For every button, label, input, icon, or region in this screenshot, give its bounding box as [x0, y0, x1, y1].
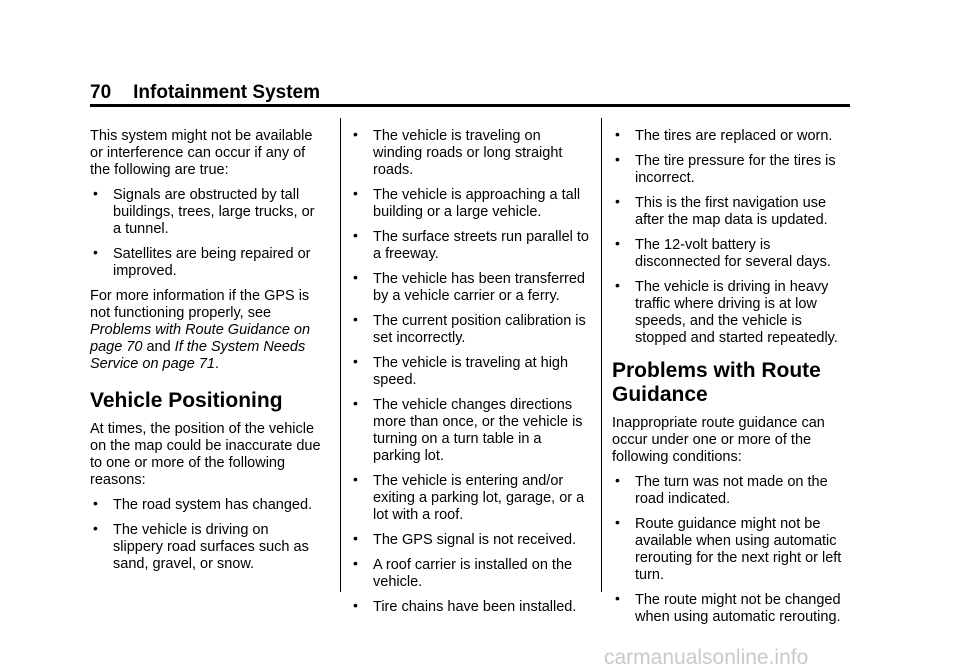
obstruction-list: [90, 187, 322, 280]
list-item: • Route guidance might not be available when using automatic rerouting for the next right or left turn.: [612, 516, 848, 584]
list-item: • The tire pressure for the tires is incorrect.: [612, 153, 848, 187]
list-item: • The vehicle is driving in heavy traffic where driving is at low speeds, and the vehicle is stopped and started repeatedly.: [612, 279, 848, 347]
column-divider-2: [601, 118, 602, 592]
column-1: [90, 128, 322, 581]
list-item: • The route might not be changed when using automatic rerouting.: [612, 592, 848, 626]
vehicle-positioning-heading: Vehicle Positioning: [90, 389, 283, 412]
positioning-intro: At times, the position of the vehicle on the map could be inaccurate due to one or more of the following reasons:: [90, 421, 321, 488]
route-guidance-link[interactable]: Problems with Route Guidance on page 70: [90, 322, 311, 355]
column-3: [612, 128, 848, 634]
list-item: • The vehicle is approaching a tall building or a large vehicle.: [350, 187, 590, 221]
list-item: • The road system has changed.: [90, 497, 322, 514]
positioning-reasons-list: [350, 128, 590, 616]
route-guidance-list: [612, 474, 848, 626]
list-item: • The vehicle is driving on slippery road surfaces such as sand, gravel, or snow.: [90, 522, 322, 573]
route-guidance-intro: Inappropriate route guidance can occur under one or more of the following conditions:: [612, 415, 825, 465]
list-item: • The current position calibration is set incorrectly.: [350, 313, 590, 347]
page-header: [90, 82, 320, 104]
watermark: carmanualsonline.info: [604, 646, 809, 669]
intro-paragraph: This system might not be available or interference can occur if any of the following are true:: [90, 128, 313, 178]
list-item: • This is the first navigation use after the map data is updated.: [612, 195, 848, 229]
more-info-paragraph: [90, 288, 322, 373]
list-item: • The GPS signal is not received.: [350, 532, 590, 549]
positioning-list: [90, 497, 322, 573]
list-item: • Tire chains have been installed.: [350, 599, 590, 616]
list-item: • The tires are replaced or worn.: [612, 128, 848, 145]
section-title: Infotainment System: [133, 82, 321, 103]
header-rule: [90, 104, 850, 107]
more-info-text: For more information if the GPS is not functioning properly, see: [90, 288, 310, 321]
list-item: • A roof carrier is installed on the vehicle.: [350, 557, 590, 591]
page-number: 70: [90, 82, 112, 103]
route-guidance-heading: Problems with Route Guidance: [612, 359, 821, 406]
column-2: [350, 128, 590, 624]
more-reasons-list: [612, 128, 848, 347]
list-item: • The vehicle is entering and/or exiting a parking lot, garage, or a lot with a roof.: [350, 473, 590, 524]
list-item: • The vehicle has been transferred by a vehicle carrier or a ferry.: [350, 271, 590, 305]
list-item: • Satellites are being repaired or improved.: [90, 246, 322, 280]
list-item: • The vehicle is traveling at high speed.: [350, 355, 590, 389]
column-divider-1: [340, 118, 341, 592]
list-item: • The turn was not made on the road indicated.: [612, 474, 848, 508]
system-service-link[interactable]: If the System Needs Service on page 71: [90, 339, 306, 372]
list-item: • The 12-volt battery is disconnected for several days.: [612, 237, 848, 271]
list-item: • The vehicle is traveling on winding roads or long straight roads.: [350, 128, 590, 179]
more-info-and: and: [142, 339, 175, 355]
list-item: • Signals are obstructed by tall buildings, trees, large trucks, or a tunnel.: [90, 187, 322, 238]
more-info-suffix: .: [214, 356, 219, 372]
list-item: • The vehicle changes directions more than once, or the vehicle is turning on a turn table in a parking lot.: [350, 397, 590, 465]
list-item: • The surface streets run parallel to a freeway.: [350, 229, 590, 263]
